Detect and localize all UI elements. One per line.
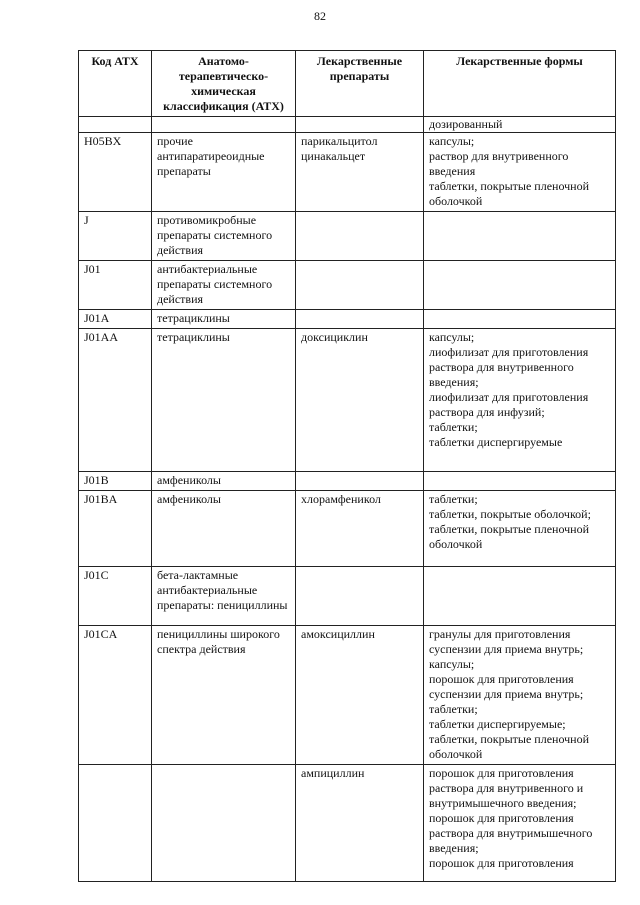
cell-forms: дозированный xyxy=(424,117,616,133)
cell-classification: прочие антипаратиреоидные препараты xyxy=(152,133,296,212)
cell-drug xyxy=(296,472,424,491)
cell-classification: пенициллины широкого спектра действия xyxy=(152,626,296,765)
cell-classification: амфениколы xyxy=(152,472,296,491)
cell-code: J01BA xyxy=(79,491,152,567)
atc-table xyxy=(78,50,616,882)
cell-drug xyxy=(296,117,424,133)
cell-code: J01CA xyxy=(79,626,152,765)
cell-forms: капсулы; раствор для внутривенного введения таблетки, покрытые пленочной оболочкой xyxy=(424,133,616,212)
cell-code: J01 xyxy=(79,261,152,310)
cell-code: J01AA xyxy=(79,329,152,472)
cell-drug: амоксициллин xyxy=(296,626,424,765)
table-row xyxy=(79,310,616,329)
cell-code: J xyxy=(79,212,152,261)
cell-drug xyxy=(296,212,424,261)
header-code: Код АТХ xyxy=(79,51,152,117)
table-row xyxy=(79,472,616,491)
table-row xyxy=(79,765,616,882)
cell-forms xyxy=(424,310,616,329)
cell-drug: парикальцитол цинакальцет xyxy=(296,133,424,212)
header-forms: Лекарственные формы xyxy=(424,51,616,117)
cell-drug: хлорамфеникол xyxy=(296,491,424,567)
cell-forms xyxy=(424,261,616,310)
cell-code: J01B xyxy=(79,472,152,491)
cell-classification: противомикробные препараты системного действия xyxy=(152,212,296,261)
cell-drug: доксициклин xyxy=(296,329,424,472)
cell-forms xyxy=(424,212,616,261)
table-row xyxy=(79,261,616,310)
cell-classification: антибактериальные препараты системного действия xyxy=(152,261,296,310)
cell-drug xyxy=(296,261,424,310)
cell-forms xyxy=(424,472,616,491)
cell-code: H05BX xyxy=(79,133,152,212)
table-row xyxy=(79,212,616,261)
table-row xyxy=(79,117,616,133)
table-body xyxy=(79,117,616,882)
cell-classification: амфениколы xyxy=(152,491,296,567)
cell-code xyxy=(79,117,152,133)
header-drugs: Лекарственные препараты xyxy=(296,51,424,117)
header-classification: Анатомо-терапевтическо-химическая классификация (АТХ) xyxy=(152,51,296,117)
cell-drug xyxy=(296,310,424,329)
cell-classification: тетрациклины xyxy=(152,329,296,472)
table-header-row xyxy=(79,51,616,117)
table-row xyxy=(79,133,616,212)
table-row xyxy=(79,626,616,765)
cell-classification xyxy=(152,117,296,133)
cell-forms: гранулы для приготовления суспензии для приема внутрь; капсулы; порошок для приготовления суспензии для приема внутрь; таблетки; таблетки диспергируемые; таблетки, покрытые пленочной оболочкой xyxy=(424,626,616,765)
cell-classification: бета-лактамные антибактериальные препараты: пенициллины xyxy=(152,567,296,626)
cell-code xyxy=(79,765,152,882)
cell-code: J01C xyxy=(79,567,152,626)
cell-classification: тетрациклины xyxy=(152,310,296,329)
page-number: 82 xyxy=(314,9,326,23)
cell-code: J01A xyxy=(79,310,152,329)
table-row xyxy=(79,329,616,472)
cell-classification xyxy=(152,765,296,882)
cell-drug xyxy=(296,567,424,626)
cell-drug: ампициллин xyxy=(296,765,424,882)
table-row xyxy=(79,567,616,626)
cell-forms xyxy=(424,567,616,626)
cell-forms: порошок для приготовления раствора для внутривенного и внутримышечного введения; порошок для приготовления раствора для внутримышечного введения; порошок для приготовления xyxy=(424,765,616,882)
table-row xyxy=(79,491,616,567)
cell-forms: капсулы; лиофилизат для приготовления раствора для внутривенного введения; лиофилизат для приготовления раствора для инфузий; таблетки; таблетки диспергируемые xyxy=(424,329,616,472)
cell-forms: таблетки; таблетки, покрытые оболочкой; таблетки, покрытые пленочной оболочкой xyxy=(424,491,616,567)
